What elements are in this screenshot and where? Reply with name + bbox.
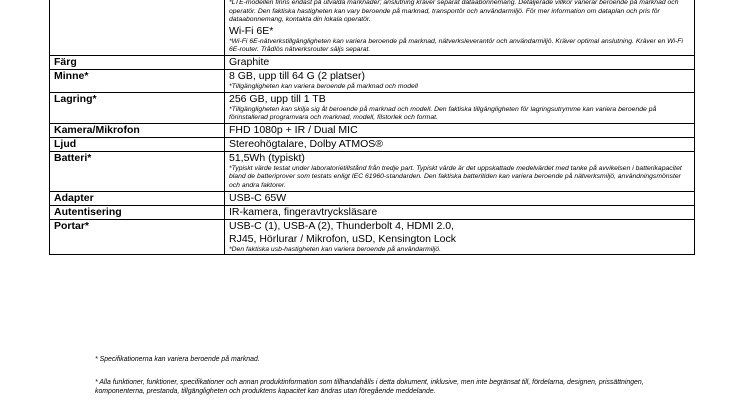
spec-value-line-2: RJ45, Hörlurar / Mikrofon, uSD, Kensington Lock xyxy=(229,232,457,245)
spec-value: USB-C 65W xyxy=(229,191,287,204)
spec-note: *Den faktiska usb-hastigheten kan variera beroende på användarmiljö. xyxy=(229,245,441,253)
spec-label: Minne* xyxy=(50,69,225,92)
spec-note: *Tillgängligheten kan variera beroende på marknad och modell xyxy=(229,82,418,90)
spec-value-cell xyxy=(225,69,695,92)
spec-value-cell xyxy=(225,205,695,219)
table-row xyxy=(50,123,695,137)
spec-value: Stereohögtalare, Dolby ATMOS® xyxy=(229,137,384,150)
wifi-note: *Wi-Fi 6E-nätverkstillgängligheten kan variera beroende på marknad, nätverksleverantör och användarmiljö. Kräver optimal anslutning. Kräver en Wi-Fi 6E-router. Trådlös nätverksrouter säljs separat. xyxy=(229,37,683,54)
table-row xyxy=(50,205,695,219)
spec-label: Batteri* xyxy=(50,151,225,191)
table-row xyxy=(50,55,695,69)
table-row xyxy=(50,69,695,92)
spec-value-cell xyxy=(225,137,695,151)
spec-label xyxy=(50,0,225,55)
lte-note: *LTE-modellen finns endast på utvalda marknader; anslutning kräver separat dataabonnemang. Detaljerade villkor varierar beroende på marknad och operatör. Den faktiska hastigheten kan vary beroende på marknad, transportör och användarmiljö. För mer information om dataplan och pris för dataabonnemang, kontakta din lokala operatör. xyxy=(229,0,679,24)
spec-value: USB-C (1), USB-A (2), Thunderbolt 4, HDMI 2.0, xyxy=(229,219,455,232)
spec-table xyxy=(49,0,695,255)
spec-label: Autentisering xyxy=(50,205,225,219)
spec-label: Portar* xyxy=(50,219,225,255)
spec-label: Färg xyxy=(50,55,225,69)
spec-label: Kamera/Mikrofon xyxy=(50,123,225,137)
spec-value-cell xyxy=(225,219,695,255)
spec-label: Ljud xyxy=(50,137,225,151)
spec-value: 8 GB, upp till 64 G (2 platser) xyxy=(229,69,365,82)
spec-value: Graphite xyxy=(229,55,270,68)
table-row xyxy=(50,151,695,191)
spec-value: FHD 1080p + IR / Dual MIC xyxy=(229,123,358,136)
spec-value: 51,5Wh (typiskt) xyxy=(229,151,305,164)
table-row xyxy=(50,137,695,151)
spec-value-cell xyxy=(225,92,695,123)
footnote-market: * Specifikationerna kan variera beroende på marknad. xyxy=(95,356,260,363)
spec-note: *Tillgängligheten kan skilja sig åt beroende på marknad och modell. Den faktiska tillgängligheten för lagringsutrymme kan variera beroende på förinstallerad programvara och marknad, modell, filstorlek och format. xyxy=(229,105,657,122)
footnote-features: * Alla funktioner, funktioner, specifikationer och annan produktinformation som tillhandahålls i detta dokument, inklusive, men inte begränsat till, fördelarna, designen, prissättningen, komponenterna, prestanda, tillgängligheten och produktens kapacitet kan ändras utan föregående meddelande. xyxy=(95,379,644,396)
spec-label: Adapter xyxy=(50,191,225,205)
spec-value: IR-kamera, fingeravtrycksläsare xyxy=(229,205,378,218)
table-row xyxy=(50,191,695,205)
spec-value-cell xyxy=(225,123,695,137)
spec-value-cell xyxy=(225,55,695,69)
spec-value-cell xyxy=(225,191,695,205)
table-row xyxy=(50,219,695,255)
spec-value: 256 GB, upp till 1 TB xyxy=(229,92,326,105)
spec-label: Lagring* xyxy=(50,92,225,123)
spec-value-cell xyxy=(225,151,695,191)
spec-value-cell xyxy=(225,0,695,55)
spec-note: *Typiskt värde testat under laboratorietillstånd från tredje part. Typiskt värde är det uppskattade medelvärdet med tanke på avvikelsen i batterikapacitet bland de batteriprover som testats enligt IEC 61960-standarden. Den faktiska batteritiden kan variera beroende på nätverksmiljö, användningsmönster och andra faktorer. xyxy=(229,164,682,189)
table-row xyxy=(50,92,695,123)
wifi-value: Wi-Fi 6E* xyxy=(229,24,274,37)
table-row xyxy=(50,0,695,55)
